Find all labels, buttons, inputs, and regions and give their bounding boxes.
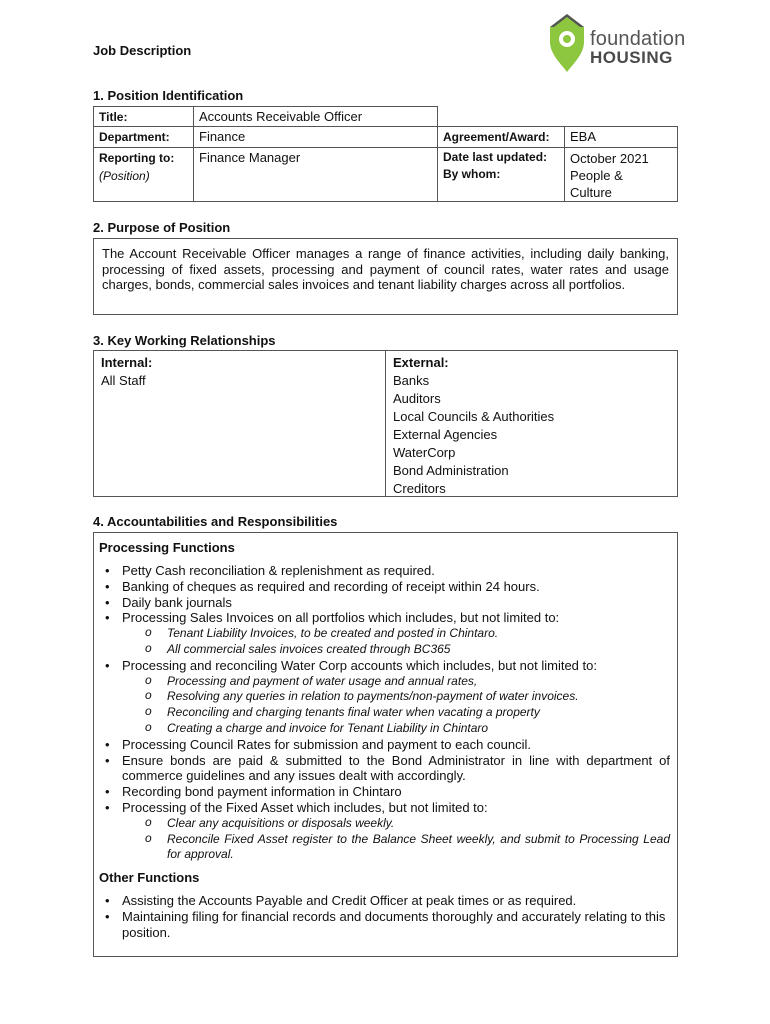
title-label: Title: <box>99 110 128 124</box>
department-label: Department: <box>99 130 170 144</box>
external-item: Local Councils & Authorities <box>393 409 555 424</box>
by-whom-label: By whom: <box>443 167 501 181</box>
list-item-text: Processing Sales Invoices on all portfolios which includes, but not limited to: <box>122 610 560 626</box>
external-item: WaterCorp <box>393 445 456 460</box>
title-value-cell <box>193 106 438 127</box>
purpose-text: The Account Receivable Officer manages a range of finance activities, including daily banking, processing of fixed assets, processing and payment of council rates, water rates and usage charges, bonds, commercial sales invoices and tenant liability charges across all portfolios. <box>102 246 669 292</box>
list-item: • Processing Council Rates for submission and payment to each council. <box>99 737 670 753</box>
title-value: Accounts Receivable Officer <box>199 109 363 124</box>
sub-list-item: o Clear any acquisitions or disposals weekly. <box>122 816 670 832</box>
document-title: Job Description <box>93 43 192 58</box>
location-pin-house-icon <box>546 12 588 74</box>
other-functions-heading: Other Functions <box>99 870 200 886</box>
logo-text-foundation: foundation <box>590 28 686 50</box>
title-label-cell <box>93 106 194 127</box>
date-value: October 2021 <box>570 151 649 166</box>
agreement-label-cell <box>437 126 565 148</box>
sub-list-item: o Processing and payment of water usage and annual rates, <box>122 674 670 690</box>
sub-list-item: o Resolving any queries in relation to payments/non-payment of water invoices. <box>122 689 670 705</box>
internal-label: Internal: <box>101 355 153 370</box>
department-value-cell <box>193 126 438 148</box>
reporting-label: Reporting to: <box>99 151 175 165</box>
external-label: External: <box>393 355 449 370</box>
logo-text-housing: HOUSING <box>590 48 673 67</box>
external-item: Auditors <box>393 391 441 406</box>
list-item: • Banking of cheques as required and recording of receipt within 24 hours. <box>99 579 670 595</box>
list-item-text: Processing of the Fixed Asset which includes, but not limited to: <box>122 799 488 815</box>
relationships-table <box>93 350 678 497</box>
sub-list-item: o All commercial sales invoices created through BC365 <box>122 642 670 658</box>
internal-item: All Staff <box>101 373 146 388</box>
by-whom-value-line1: People & <box>570 168 623 183</box>
section-1-heading: 1. Position Identification <box>93 88 244 103</box>
list-item-text: Processing and reconciling Water Corp accounts which includes, but not limited to: <box>122 657 597 673</box>
external-item: Creditors <box>393 481 446 496</box>
date-label: Date last updated: <box>443 150 548 164</box>
date-label-cell <box>437 147 565 202</box>
list-item: • Daily bank journals <box>99 595 670 611</box>
foundation-housing-logo <box>546 12 706 74</box>
other-functions-list <box>99 893 670 940</box>
processing-functions-list <box>99 563 670 863</box>
external-column <box>386 351 677 496</box>
external-item: External Agencies <box>393 427 498 442</box>
list-item: • Assisting the Accounts Payable and Credit Officer at peak times or as required. <box>99 893 670 909</box>
reporting-label-cell <box>93 147 194 202</box>
department-label-cell <box>93 126 194 148</box>
agreement-label: Agreement/Award: <box>443 130 550 144</box>
sub-list-item: o Tenant Liability Invoices, to be created and posted in Chintaro. <box>122 626 670 642</box>
internal-column <box>94 351 386 496</box>
by-whom-value-line2: Culture <box>570 185 612 200</box>
section-2-heading: 2. Purpose of Position <box>93 220 231 235</box>
agreement-value-cell <box>564 126 678 148</box>
external-item: Bond Administration <box>393 463 509 478</box>
external-item: Banks <box>393 373 430 388</box>
sub-list <box>122 674 670 737</box>
date-value-cell <box>564 147 678 202</box>
list-item <box>99 800 670 863</box>
sub-list-item: o Reconciling and charging tenants final water when vacating a property <box>122 705 670 721</box>
agreement-value: EBA <box>570 129 597 144</box>
list-item: • Maintaining filing for financial records and documents thoroughly and accurately relating to this position. <box>99 909 670 941</box>
purpose-box <box>93 238 678 315</box>
list-item: • Petty Cash reconciliation & replenishment as required. <box>99 563 670 579</box>
accountabilities-box <box>93 532 678 957</box>
sub-list <box>122 626 670 658</box>
section-4-heading: 4. Accountabilities and Responsibilities <box>93 514 338 529</box>
reporting-sub-label: (Position) <box>99 169 150 183</box>
processing-functions-heading: Processing Functions <box>99 540 235 555</box>
list-item <box>99 658 670 737</box>
reporting-value: Finance Manager <box>199 150 301 165</box>
reporting-value-cell <box>193 147 438 202</box>
sub-list <box>122 816 670 863</box>
sub-list-item: o Reconcile Fixed Asset register to the Balance Sheet weekly, and submit to Processing Lead for approval. <box>122 832 670 864</box>
sub-list-item: o Creating a charge and invoice for Tenant Liability in Chintaro <box>122 721 670 737</box>
list-item <box>99 610 670 657</box>
list-item: • Recording bond payment information in Chintaro <box>99 784 670 800</box>
list-item: • Ensure bonds are paid & submitted to the Bond Administrator in line with department of commerce guidelines and any issues dealt with accordingly. <box>99 753 670 785</box>
section-3-heading: 3. Key Working Relationships <box>93 333 276 348</box>
department-value: Finance <box>199 129 246 144</box>
